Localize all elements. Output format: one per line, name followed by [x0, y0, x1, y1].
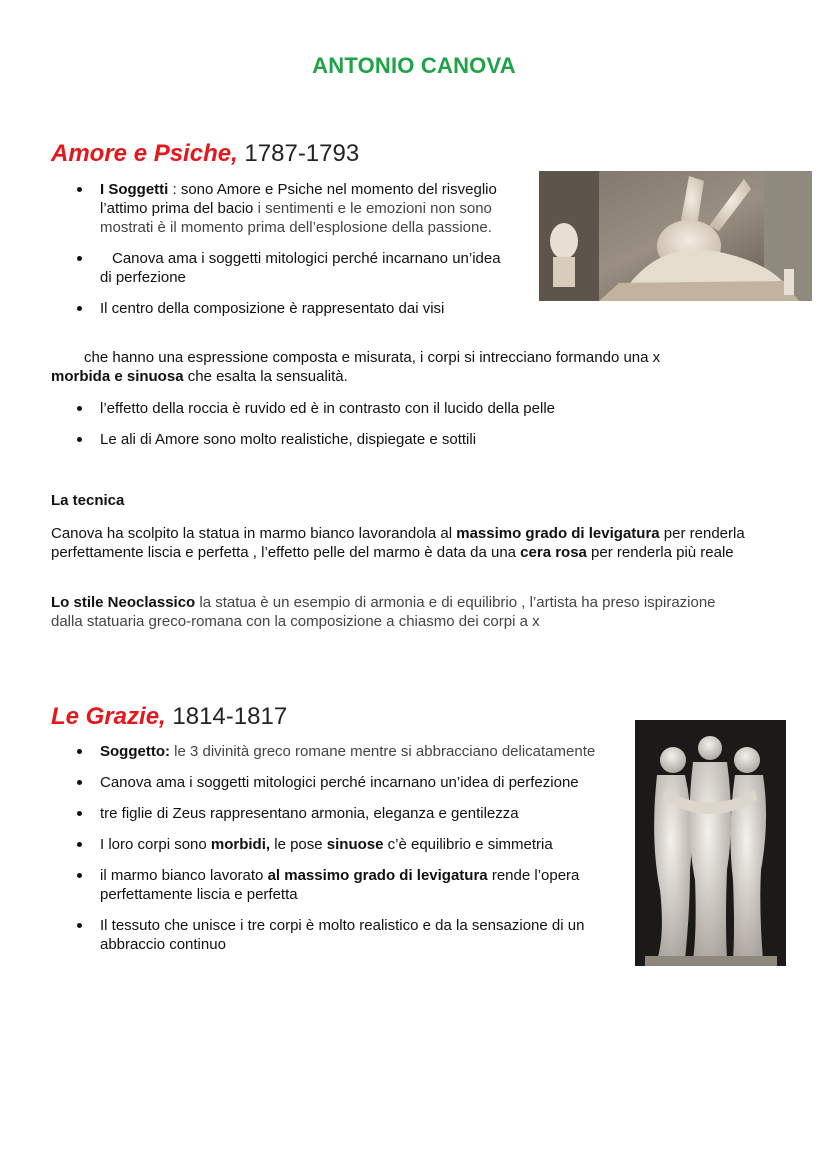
centro-text: Il centro della composizione è rappresentato dai visi — [100, 300, 445, 317]
le-grazie-photo — [635, 720, 786, 966]
le-grazie-bullets — [51, 742, 626, 954]
bullet-mitologici-2 — [51, 773, 626, 792]
cont-text-a: che hanno una espressione composta e misurata, i corpi si intrecciano formando una x — [84, 349, 661, 366]
marmo-bold: al massimo grado di levigatura — [267, 867, 488, 884]
stile-bold: Lo stile Neoclassico — [51, 594, 196, 611]
section-heading-amore-psiche — [51, 140, 359, 168]
bullet-figlie — [51, 804, 626, 823]
tecnica-text-c: per renderla più reale — [586, 544, 734, 561]
tessuto-text: Il tessuto che unisce i tre corpi è molto realistico e da la sensazione di un abbraccio continuo — [100, 917, 585, 953]
soggetti-label: I Soggetti — [100, 181, 169, 198]
bullet-mitologici — [51, 249, 501, 287]
tecnica-text-b: per renderla perfettamente liscia e perfetta , l’effetto pelle del marmo è data da una — [51, 525, 745, 561]
soggetto-label: Soggetto: — [100, 743, 170, 760]
mitologici-text: Canova ama i soggetti mitologici perché incarnano un’idea di perfezione — [100, 250, 501, 286]
stile-paragraph — [51, 593, 751, 631]
soggetti-text-b: i sentimenti e le emozioni non sono mostrati è il momento prima dell’esplosione della passione. — [100, 200, 492, 236]
bullet-tessuto — [51, 916, 626, 954]
page-title: ANTONIO CANOVA — [312, 53, 516, 78]
tecnica-text-a: Canova ha scolpito la statua in marmo bianco lavorandola al — [51, 525, 457, 542]
stile-text: la statua è un esempio di armonia e di equilibrio , l’artista ha preso ispirazione dalla statuaria greco-romana con la composizione a chiasmo dei corpi a x — [51, 594, 716, 630]
marmo-text-b: rende l’opera perfettamente liscia e perfetta — [100, 867, 580, 903]
roccia-text: l’effetto della roccia è ruvido ed è in contrasto con il lucido della pelle — [100, 400, 555, 417]
tecnica-bold-2: cera rosa — [520, 544, 587, 561]
continuation-paragraph — [51, 348, 781, 386]
bullet-ali — [51, 430, 791, 449]
corpi-text-c: c’è equilibrio e simmetria — [383, 836, 553, 853]
bullet-soggetto — [51, 742, 626, 761]
figlie-text: tre figlie di Zeus rappresentano armonia, eleganza e gentilezza — [100, 805, 519, 822]
corpi-bold-1: morbidi, — [210, 836, 271, 853]
ali-text: Le ali di Amore sono molto realistiche, dispiegate e sottili — [100, 431, 477, 448]
tecnica-heading: La tecnica — [51, 492, 125, 509]
artwork-name: Amore e Psiche, — [51, 140, 238, 167]
cont-text-b: che esalta la sensualità. — [183, 368, 348, 385]
tecnica-bold-1: massimo grado di levigatura — [456, 525, 660, 542]
bullet-centro — [51, 299, 501, 318]
artwork-years: 1787-1793 — [244, 140, 360, 167]
marmo-text-a: il marmo bianco lavorato — [100, 867, 268, 884]
section-heading-le-grazie — [51, 703, 287, 731]
cont-bold: morbida e sinuosa — [51, 368, 184, 385]
soggetti-text-a: : sono Amore e Psiche nel momento del risveglio l’attimo prima del bacio — [100, 181, 497, 217]
amore-psiche-photo — [539, 171, 812, 301]
tecnica-paragraph — [51, 524, 781, 562]
artwork-name: Le Grazie, — [51, 703, 166, 730]
bullet-corpi — [51, 835, 626, 854]
bullet-marmo — [51, 866, 626, 904]
mitologici-2-text: Canova ama i soggetti mitologici perché incarnano un’idea di perfezione — [100, 774, 579, 791]
bullet-roccia — [51, 399, 791, 418]
amore-psiche-bullets-2 — [51, 399, 791, 449]
corpi-bold-2: sinuose — [326, 836, 384, 853]
amore-psiche-bullets-1 — [51, 180, 501, 318]
corpi-text-a: I loro corpi sono — [100, 836, 211, 853]
bullet-soggetti — [51, 180, 501, 237]
corpi-text-b: le pose — [270, 836, 327, 853]
soggetto-text: le 3 divinità greco romane mentre si abbracciano delicatamente — [169, 743, 596, 760]
artwork-years: 1814-1817 — [172, 703, 288, 730]
